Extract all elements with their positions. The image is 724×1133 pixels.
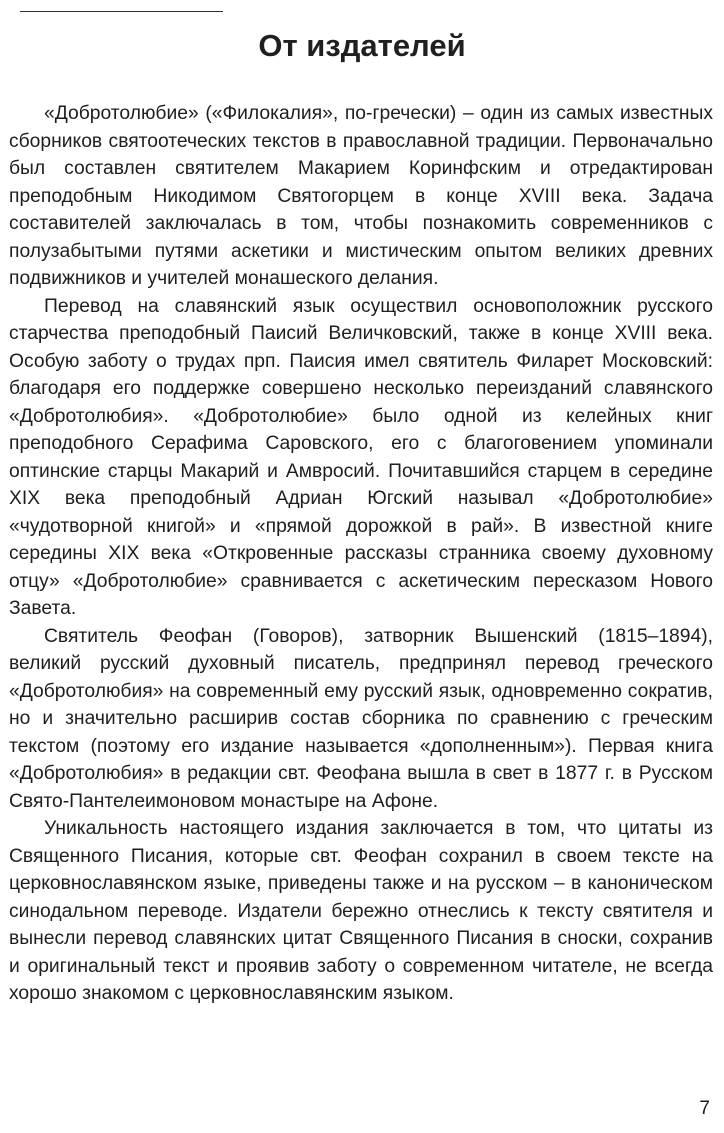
- paragraph: «Добротолюбие» («Филокалия», по-гречески) – один из самых известных сборников святоотеческих текстов в православной традиции. Первоначально был составлен святителем Макарием Коринфским и отредактирован преподобным Никодимом Святогорцем в конце XVIII века. Задача составителей заключалась в том, чтобы познакомить современников с полузабытыми путями аскетики и мистическим опытом великих древних подвижников и учителей монашеского делания.: [9, 103, 713, 289]
- paragraph: Святитель Феофан (Говоров), затворник Вышенский (1815–1894), великий русский духовный писатель, предпринял перевод греческого «Добротолюбия» на современный ему русский язык, одновременно сократив, но и значительно расширив состав сборника по сравнению с греческим текстом (поэтому его издание называется «дополненным»). Первая книга «Добротолюбия» в редакции свт. Феофана вышла в свет в 1877 г. в Русском Свято-Пантелеимоновом монастыре на Афоне.: [9, 625, 713, 812]
- page-title: От издателей: [258, 28, 466, 63]
- body-text: [9, 100, 713, 1008]
- paragraph: Уникальность настоящего издания заключается в том, что цитаты из Священного Писания, которые свт. Феофан сохранил в своем тексте на церковнославянском языке, приведены также и на русском – в каноническом синодальном переводе. Издатели бережно отнеслись к тексту святителя и вынесли перевод славянских цитат Священного Писания в сноски, сохранив и оригинальный текст и проявив заботу о современном читателе, не всегда хорошо знакомом с церковнославянским языком.: [9, 818, 713, 1004]
- page-number: 7: [699, 1098, 710, 1119]
- paragraph: Перевод на славянский язык осуществил основоположник русского старчества преподобный Паисий Величковский, также в конце XVIII века. Особую заботу о трудах прп. Паисия имел святитель Филарет Московский: благодаря его поддержке совершено несколько переизданий славянского «Добротолюбия». «Добротолюбие» было одной из келейных книг преподобного Серафима Саровского, его с благоговением упоминали оптинские старцы Макарий и Амвросий. Почитавшийся старцем в середине XIX века преподобный Адриан Югский называл «Добротолюбие» «чудотворной книгой» и «прямой дорожкой в рай». В известной книге середины XIX века «Откровенные рассказы странника своему духовному отцу» «Добротолюбие» сравнивается с аскетическим пересказом Нового Завета.: [9, 295, 713, 619]
- header-rule: [20, 11, 223, 12]
